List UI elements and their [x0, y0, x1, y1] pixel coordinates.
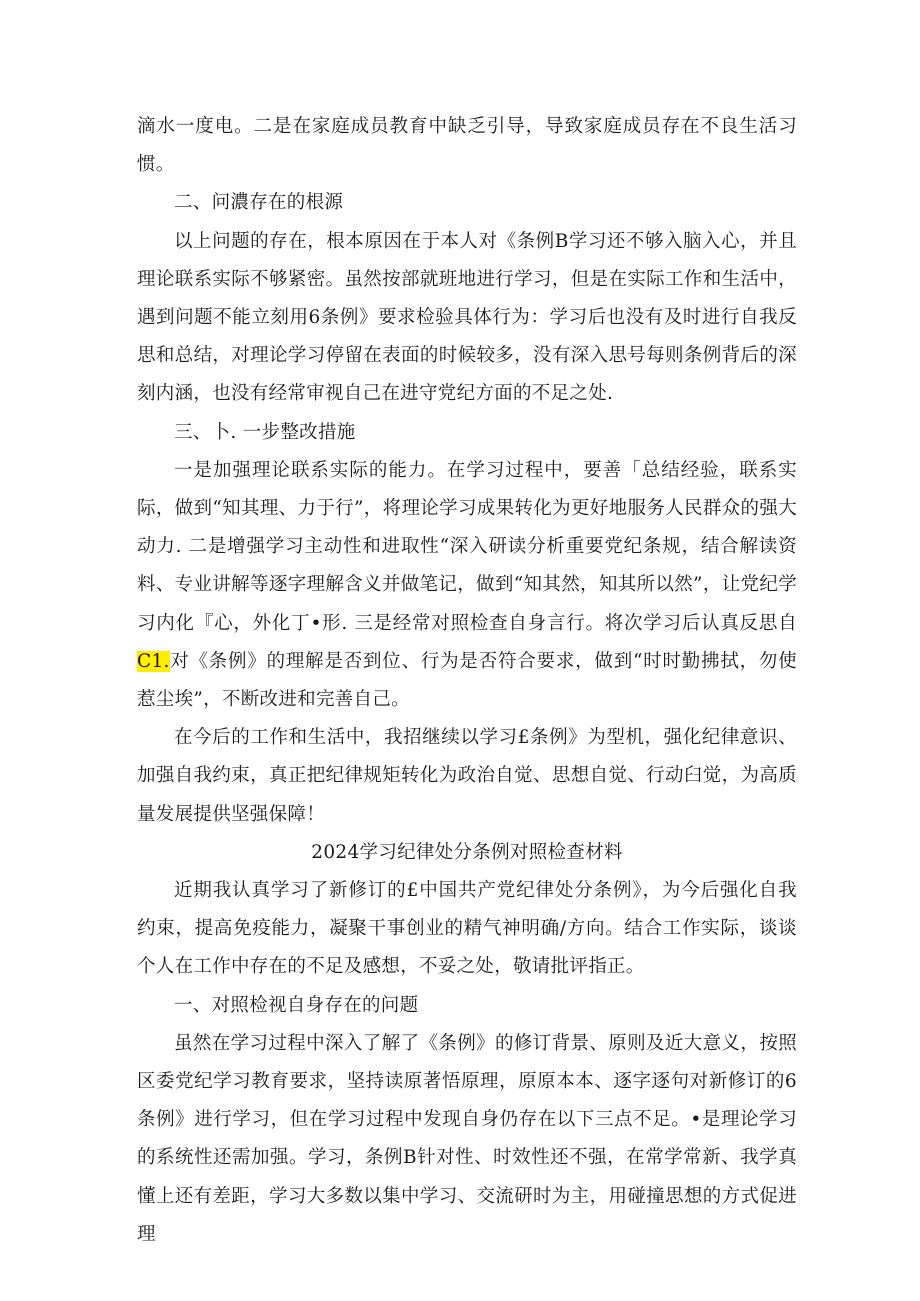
paragraph-intro: 近期我认真学习了新修订的£中国共产党纪律处分条例》，为今后强化自我约束，提高免疫能力，凝聚干事创业的精气神明确/方向。结合工作实际，谈谈个人在工作中存在的不足及感想，不妥之处，敬请批评指正。	[137, 880, 797, 978]
paragraph-conclusion: 在今后的工作和生活中，我招继续以学习£条例》为型机，强化纪律意识、加强自我约束，真正把纪律规矩转化为政治自觉、思想自觉、行动臼觉，为高质量发展提供坚强保障！	[137, 727, 797, 825]
measures-text-b: 对《条例》的理解是否到位、行为是否符合要求，做到“时时勤拂拭，勿使惹尘埃”，不断改进和完善自己。	[137, 650, 797, 711]
section-heading-1: 一、对照检视自身存在的问题	[174, 994, 419, 1016]
highlighted-text: C1.	[137, 650, 170, 672]
section-heading-3: 三、卜. 一步整改措施	[174, 421, 356, 443]
document-body	[137, 108, 797, 1254]
section-heading-2: 二、问濃存在的根源	[174, 192, 344, 214]
paragraph-problems: 虽然在学习过程中深入了解了《条例》的修订背景、原则及近大意义，按照区委党纪学习教育要求，坚持读原著悟原理，原原本本、逐字逐句对新修订的6条例》进行学习，但在学习过程中发现自身仍存在以下三点不足。•是理论学习的系统性还需加强。学习，条例B针对性、时效性还不强，在常学常新、我学真懂上还有差距，学习大多数以集中学习、交流研时为主，用碰撞思想的方式促进理	[137, 1032, 797, 1245]
paragraph-root-cause: 以上问题的存在，根本原因在于本人对《条例B学习还不够入脑入心，并且理论联系实际不够紧密。虽然按部就班地进行学习，但是在实际工作和生活中，遇到问题不能立刻用6条例》要求检验具体行为：学习后也没有及时进行自我反思和总结，对理论学习停留在表面的时候较多，没有深入思号每则条例背后的深刻内涵，也没有经常审视自己在进守党纪方面的不足之处.	[137, 230, 797, 405]
document-title: 2024学习纪律处分条例对照检查材料	[311, 841, 623, 863]
measures-text-a: 一是加强理论联系实际的能力。在学习过程中，要善「总结经验，联系实际，做到“知其理、力于行”，将理论学习成果转化为更好地服务人民群众的强大动力. 二是增强学习主动性和进取性“深入研读分析重要党纪条规，结合解读资料、专业讲解等逐字理解含义并做笔记，做到“知其然，知其所以然”，让党纪学习内化『心，外化丁•形. 三是经常对照检查自身言行。将次学习后认真反思自	[137, 459, 797, 634]
paragraph-continuation: 滴水一度电。二是在家庭成员教育中缺乏引导，导致家庭成员存在不良生活习惯。	[137, 116, 797, 176]
paragraph-measures	[137, 452, 797, 719]
